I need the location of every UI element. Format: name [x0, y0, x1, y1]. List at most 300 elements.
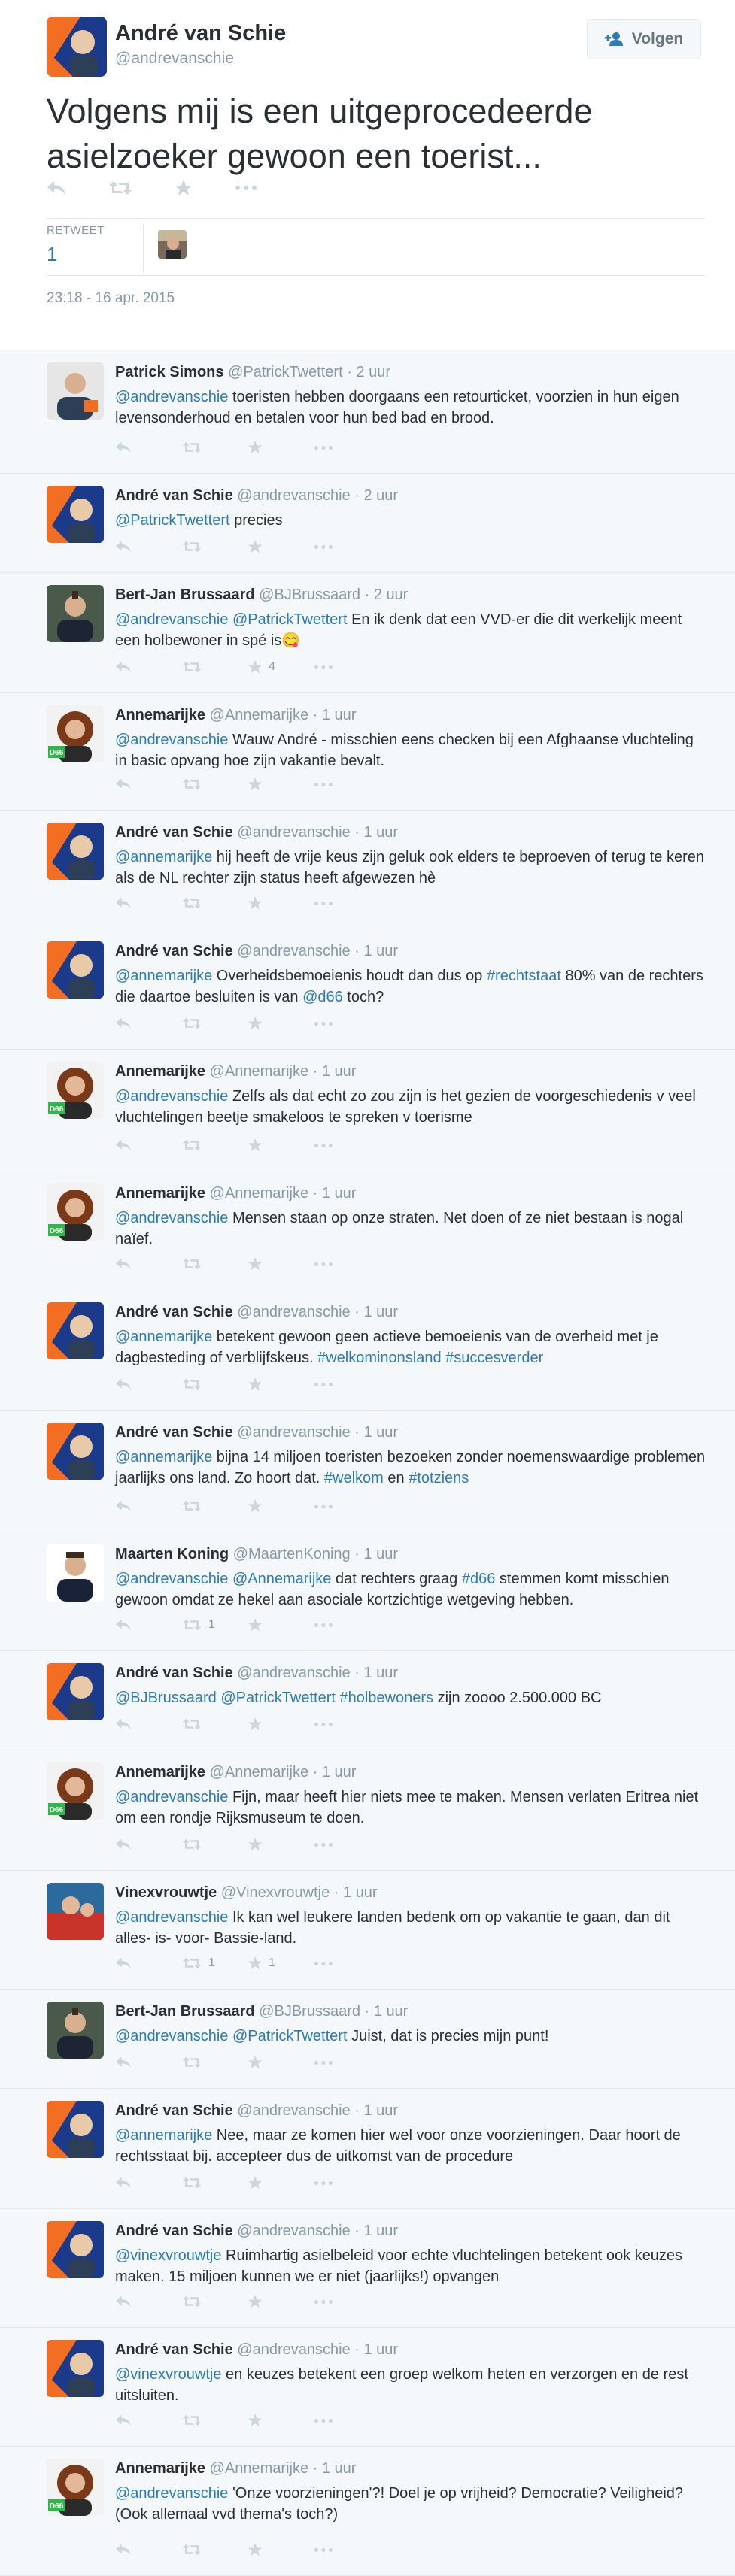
mention-link[interactable]: @Annemarijke: [232, 1571, 332, 1587]
retweet-button[interactable]: [181, 656, 248, 678]
reply-text: [115, 386, 709, 429]
reply-text-segment: Zelfs als dat echt zo zou zijn is het gezien de voorgeschiedenis v veel vluchtelingen beetje smakeloos te spreken v toerisme: [115, 1088, 696, 1126]
mention-link[interactable]: @vinexvrouwtje: [115, 2247, 222, 2264]
reply-button[interactable]: [115, 2538, 181, 2561]
reply-text: [115, 1208, 709, 1250]
favorite-button[interactable]: [248, 1253, 314, 1275]
reply-button[interactable]: [115, 656, 181, 678]
reply-tweet[interactable]: [0, 693, 735, 811]
reply-time[interactable]: · 1 uur: [350, 1546, 398, 1562]
reply-author-name[interactable]: Annemarijke: [115, 2460, 206, 2477]
reply-tweet[interactable]: [0, 1651, 735, 1750]
reply-time[interactable]: · 1 uur: [350, 2102, 399, 2119]
mention-link[interactable]: #welkom: [323, 1470, 384, 1487]
favorite-button[interactable]: [248, 1713, 314, 1735]
reply-text-segment: dat rechters graag: [331, 1571, 462, 1587]
retweet-count: 1: [47, 243, 58, 265]
reply-header: [115, 1185, 356, 1202]
reply-text-segment: betekent gewoon geen actieve bemoeienis van de overheid met je dagbesteding of verblijfskeus.: [115, 1329, 658, 1366]
favorite-button[interactable]: [248, 1833, 314, 1856]
reply-actions: [115, 2409, 380, 2432]
reply-text-segment: en: [383, 1470, 409, 1487]
avatar-andre[interactable]: [47, 1302, 104, 1359]
reply-header: [115, 2341, 398, 2359]
retweet-button[interactable]: [181, 436, 248, 459]
reply-text: [115, 2125, 709, 2167]
reply-author-name[interactable]: Annemarijke: [115, 1764, 206, 1780]
retweet-button[interactable]: [181, 2290, 248, 2313]
reply-button[interactable]: [115, 2051, 181, 2074]
author-handle[interactable]: @andrevanschie: [115, 50, 234, 67]
retweet-button[interactable]: [181, 1253, 248, 1275]
reply-time[interactable]: · 1 uur: [308, 1185, 357, 1202]
retweet-button[interactable]: [181, 535, 248, 558]
reply-tweet[interactable]: [0, 811, 735, 929]
reply-button[interactable]: [115, 892, 181, 914]
reply-text-segment: stemmen komt misschien gewoon omdat ze hekel aan asociale kortzichtige wetgeving hebben.: [115, 1571, 670, 1608]
reply-author-handle[interactable]: @Vinexvrouwtje: [217, 1884, 330, 1901]
reply-tweet[interactable]: [0, 1532, 735, 1651]
reply-button[interactable]: [115, 436, 181, 459]
reply-actions: [115, 1713, 380, 1735]
reply-author-name[interactable]: André van Schie: [115, 824, 233, 841]
reply-text: [115, 1687, 709, 1708]
reply-actions: [115, 2538, 380, 2561]
reply-header: [115, 487, 398, 505]
reply-author-name[interactable]: André van Schie: [115, 1304, 233, 1320]
reply-author-name[interactable]: André van Schie: [115, 943, 233, 959]
reply-author-name[interactable]: André van Schie: [115, 2223, 233, 2239]
reply-tweet[interactable]: [0, 1411, 735, 1532]
mention-link[interactable]: #totziens: [409, 1470, 469, 1487]
retweet-button[interactable]: [181, 1373, 248, 1396]
retweet-button[interactable]: [181, 1833, 248, 1856]
more-button[interactable]: [314, 773, 380, 796]
mention-link[interactable]: @d66: [302, 989, 343, 1005]
mention-link[interactable]: #welkominonsland: [317, 1350, 442, 1366]
reply-tweet[interactable]: [0, 1290, 735, 1411]
more-button[interactable]: [314, 1495, 380, 1517]
more-button[interactable]: [314, 1833, 380, 1856]
avatar-andre[interactable]: [47, 486, 104, 543]
mention-link[interactable]: @BJBrussaard: [115, 1690, 217, 1706]
reply-actions: [115, 892, 380, 914]
reply-header: [115, 2460, 356, 2478]
reply-author-handle[interactable]: @MaartenKoning: [229, 1546, 351, 1562]
reply-header: [115, 2003, 408, 2020]
more-button[interactable]: [314, 2051, 380, 2074]
reply-text: [115, 1787, 709, 1829]
divider: [47, 218, 705, 219]
svg-text:D66: D66: [49, 1806, 64, 1814]
favorite-button[interactable]: [248, 2051, 314, 2074]
reply-author-name[interactable]: André van Schie: [115, 1665, 233, 1681]
reply-author-name[interactable]: Patrick Simons: [115, 364, 224, 380]
reply-author-handle[interactable]: @Annemarijke: [205, 707, 309, 723]
favorite-button[interactable]: [248, 1952, 314, 1974]
mention-link[interactable]: #succesverder: [445, 1350, 544, 1366]
retweet-button[interactable]: [181, 2171, 248, 2194]
avatar-annemarijke[interactable]: [47, 705, 104, 762]
favorite-button[interactable]: [248, 1373, 314, 1396]
favorite-button[interactable]: [248, 1134, 314, 1156]
avatar-andre[interactable]: [47, 1663, 104, 1720]
reply-time[interactable]: · 1 uur: [308, 1063, 357, 1080]
reply-text-segment: Wauw André - misschien eens checken bij een Afghaanse vluchteling in basic opvang hoe zijn vakantie bevalt.: [115, 732, 694, 769]
favorite-button[interactable]: [248, 2171, 314, 2194]
reply-text-segment: zijn zoooo 2.500.000 BC: [433, 1690, 602, 1706]
svg-text:D66: D66: [49, 749, 64, 757]
reply-actions: [115, 2171, 380, 2194]
reply-tweet[interactable]: [0, 573, 735, 693]
mention-link[interactable]: @andrevanschie: [115, 1571, 229, 1587]
avatar-andre[interactable]: [47, 2221, 104, 2278]
reply-text-segment: Ik kan wel leukere landen bedenk om op vakantie te gaan, dan dit alles- is- voor- Bassie-land.: [115, 1909, 670, 1947]
reply-button[interactable]: [115, 1373, 181, 1396]
avatar-annemarijke[interactable]: [47, 1183, 104, 1241]
more-button[interactable]: [314, 2171, 380, 2194]
reply-time[interactable]: · 1 uur: [330, 1884, 378, 1901]
reply-text-segment: Nee, maar ze komen hier wel voor onze voorzieningen. Daar hoort de rechtsstaat bij. accepteer dus de uitkomst van de procedure: [115, 2127, 681, 2165]
reply-text: [115, 1086, 709, 1128]
avatar-annemarijke[interactable]: [47, 1062, 104, 1119]
reply-author-name[interactable]: André van Schie: [115, 487, 233, 504]
reply-time[interactable]: · 1 uur: [308, 2460, 357, 2477]
reply-actions: [115, 1373, 380, 1396]
mention-link[interactable]: @andrevanschie: [115, 2485, 229, 2502]
more-button[interactable]: [314, 2290, 380, 2313]
reply-header: [115, 586, 408, 604]
reply-tweet[interactable]: [0, 1750, 735, 1871]
more-button[interactable]: [314, 892, 380, 914]
mention-link[interactable]: @annemarijke: [115, 1449, 213, 1465]
retweet-button[interactable]: [181, 2051, 248, 2074]
mention-link[interactable]: @andrevanschie: [115, 1909, 229, 1926]
reply-actions: [115, 1253, 380, 1275]
favorite-button[interactable]: [248, 2538, 314, 2561]
reply-author-handle[interactable]: @BJBrussaard: [254, 586, 360, 603]
more-button[interactable]: [314, 656, 380, 678]
reply-tweet[interactable]: [0, 1871, 735, 1990]
divider: [47, 275, 705, 276]
reply-button[interactable]: [115, 1134, 181, 1156]
reply-tweet[interactable]: [0, 1050, 735, 1171]
mention-link[interactable]: @andrevanschie: [115, 732, 229, 748]
more-button[interactable]: [314, 1012, 380, 1035]
reply-header: [115, 364, 390, 381]
reply-author-handle[interactable]: @PatrickTwettert: [223, 364, 343, 380]
avatar-andre[interactable]: [47, 941, 104, 999]
reply-actions: [115, 2051, 380, 2074]
reply-header: [115, 707, 356, 724]
reply-time[interactable]: · 2 uur: [350, 487, 399, 504]
reply-actions: [115, 656, 380, 678]
reply-actions: [115, 773, 380, 796]
avatar-andre[interactable]: [47, 2340, 104, 2397]
reply-time[interactable]: · 1 uur: [350, 2223, 399, 2239]
mention-link[interactable]: @vinexvrouwtje: [115, 2366, 222, 2383]
reply-actions: [115, 1012, 380, 1035]
reply-time[interactable]: · 1 uur: [308, 707, 357, 723]
mention-link[interactable]: @annemarijke: [115, 968, 213, 984]
reply-author-handle[interactable]: @andrevanschie: [232, 487, 351, 504]
more-button[interactable]: [314, 535, 380, 558]
more-button[interactable]: [314, 2538, 380, 2561]
reply-button[interactable]: [115, 1952, 181, 1974]
reply-text-segment: Fijn, maar heeft hier niets mee te maken. Mensen verlaten Eritrea niet om een rondje Rijksmuseum te doen.: [115, 1789, 699, 1826]
reply-time[interactable]: · 1 uur: [350, 1304, 399, 1320]
mention-link[interactable]: @andrevanschie: [115, 1088, 229, 1105]
favorite-button[interactable]: [248, 2409, 314, 2432]
reply-author-name[interactable]: André van Schie: [115, 1424, 233, 1441]
reply-time[interactable]: · 1 uur: [350, 824, 399, 841]
reply-button[interactable]: [115, 1713, 181, 1735]
reply-author-name[interactable]: André van Schie: [115, 2102, 233, 2119]
more-icon[interactable]: [235, 185, 257, 191]
more-button[interactable]: [314, 1614, 380, 1636]
reply-text: [115, 2026, 709, 2047]
reply-author-handle[interactable]: @andrevanschie: [232, 1304, 351, 1320]
mention-link[interactable]: #holbewoners: [339, 1690, 434, 1706]
avatar-maarten[interactable]: [47, 1544, 104, 1602]
reply-button[interactable]: [115, 535, 181, 558]
tweet-timestamp[interactable]: 23:18 - 16 apr. 2015: [47, 290, 175, 306]
reply-author-handle[interactable]: @andrevanschie: [232, 943, 351, 959]
reply-tweet[interactable]: [0, 2447, 735, 2576]
retweet-button[interactable]: [181, 1012, 248, 1035]
reply-time[interactable]: · 1 uur: [350, 943, 399, 959]
reply-text-segment: toch?: [342, 989, 384, 1005]
retweet-stats[interactable]: [47, 224, 144, 273]
reply-button[interactable]: [115, 2290, 181, 2313]
retweet-label: RETWEET: [47, 224, 105, 237]
retweet-button[interactable]: [181, 2538, 248, 2561]
svg-text:D66: D66: [49, 2502, 64, 2511]
reply-text: [115, 965, 709, 1008]
reply-header: [115, 1665, 398, 1682]
follow-button[interactable]: [587, 19, 701, 59]
favorite-button[interactable]: [248, 773, 314, 796]
reply-author-handle[interactable]: @Annemarijke: [205, 1185, 309, 1202]
retweet-count: 1: [208, 1956, 215, 1969]
reply-author-handle[interactable]: @Annemarijke: [205, 1063, 309, 1080]
reply-author-name[interactable]: Bert-Jan Brussaard: [115, 2003, 255, 2020]
mention-link[interactable]: #rechtstaat: [486, 968, 561, 984]
favorite-button[interactable]: [248, 656, 314, 678]
reply-time[interactable]: · 2 uur: [342, 364, 390, 380]
favorite-count: 1: [269, 1956, 275, 1969]
retweet-button[interactable]: [181, 892, 248, 914]
reply-icon[interactable]: [47, 180, 66, 196]
favorite-button[interactable]: [248, 436, 314, 459]
favorite-button[interactable]: [248, 892, 314, 914]
favorite-button[interactable]: [248, 1012, 314, 1035]
reply-author-handle[interactable]: @Annemarijke: [205, 2460, 309, 2477]
reply-button[interactable]: [115, 1495, 181, 1517]
retweet-button[interactable]: [181, 2409, 248, 2432]
reply-actions: [115, 1952, 380, 1974]
reply-text-segment: Juist, dat is precies mijn punt!: [347, 2028, 549, 2044]
reply-author-name[interactable]: Bert-Jan Brussaard: [115, 586, 255, 603]
reply-text: [115, 847, 709, 889]
svg-text:D66: D66: [49, 1227, 64, 1235]
reply-author-handle[interactable]: @andrevanschie: [232, 2223, 351, 2239]
reply-text: [115, 1568, 709, 1611]
reply-author-handle[interactable]: @andrevanschie: [232, 824, 351, 841]
reply-tweet[interactable]: [0, 350, 735, 474]
mention-link[interactable]: @PatrickTwettert: [115, 512, 230, 529]
reply-header: [115, 943, 398, 960]
reply-actions: [115, 436, 380, 459]
reply-button[interactable]: [115, 1833, 181, 1856]
reply-button[interactable]: [115, 1012, 181, 1035]
reply-author-handle[interactable]: @BJBrussaard: [254, 2003, 360, 2020]
avatar-annemarijke[interactable]: [47, 1762, 104, 1820]
retweet-button[interactable]: [181, 1614, 248, 1636]
reply-author-name[interactable]: Vinexvrouwtje: [115, 1884, 217, 1901]
reply-author-name[interactable]: Annemarijke: [115, 1063, 206, 1080]
reply-author-handle[interactable]: @andrevanschie: [232, 1665, 351, 1681]
reply-time[interactable]: · 1 uur: [350, 1665, 399, 1681]
mention-link[interactable]: @PatrickTwettert: [232, 611, 348, 628]
reply-author-handle[interactable]: @Annemarijke: [205, 1764, 309, 1780]
reply-actions: [115, 1833, 380, 1856]
more-button[interactable]: [314, 1952, 380, 1974]
avatar-bertjan[interactable]: [47, 2002, 104, 2059]
avatar-bertjan[interactable]: [47, 585, 104, 642]
reply-list: [0, 350, 735, 2576]
mention-link[interactable]: @andrevanschie: [115, 389, 229, 405]
reply-tweet[interactable]: [0, 929, 735, 1050]
reply-time[interactable]: · 2 uur: [360, 586, 409, 603]
reply-button[interactable]: [115, 2171, 181, 2194]
reply-author-name[interactable]: Maarten Koning: [115, 1546, 229, 1562]
add-user-icon: [605, 32, 624, 47]
reply-text-segment: En ik denk dat een VVD-er die dit werkelijk meent een holbewoner in spé is😋: [115, 611, 682, 649]
more-button[interactable]: [314, 1253, 380, 1275]
reply-time[interactable]: · 1 uur: [308, 1764, 357, 1780]
reply-text-segment: Overheidsbemoeienis houdt dan dus op: [212, 968, 487, 984]
reply-text: [115, 1326, 709, 1368]
favorite-star-icon[interactable]: [175, 179, 193, 197]
retweet-icon[interactable]: [108, 180, 132, 196]
retweet-button[interactable]: [181, 1952, 248, 1974]
reply-author-handle[interactable]: @andrevanschie: [232, 1424, 351, 1441]
retweet-button[interactable]: [181, 1713, 248, 1735]
reply-text: [115, 1907, 709, 1949]
retweeter-avatar[interactable]: [158, 230, 187, 259]
favorite-button[interactable]: [248, 1495, 314, 1517]
retweet-button[interactable]: [181, 773, 248, 796]
reply-header: [115, 2102, 398, 2120]
reply-button[interactable]: [115, 1614, 181, 1636]
reply-tweet[interactable]: [0, 1990, 735, 2089]
favorite-count: 4: [269, 660, 275, 673]
mention-link[interactable]: @PatrickTwettert: [232, 2028, 348, 2044]
favorite-button[interactable]: [248, 1614, 314, 1636]
reply-text: [115, 2364, 709, 2406]
reply-button[interactable]: [115, 1253, 181, 1275]
svg-text:D66: D66: [49, 1105, 64, 1114]
retweet-button[interactable]: [181, 1495, 248, 1517]
more-button[interactable]: [314, 436, 380, 459]
reply-header: [115, 1884, 378, 1902]
reply-text-segment: 80% van de rechters die daartoe besluiten is van: [115, 968, 703, 1005]
reply-header: [115, 2223, 398, 2240]
avatar-annemarijke[interactable]: [47, 2459, 104, 2516]
more-button[interactable]: [314, 1134, 380, 1156]
follow-label: Volgen: [631, 30, 684, 47]
reply-actions: [115, 1134, 380, 1156]
more-button[interactable]: [314, 1713, 380, 1735]
mention-link[interactable]: @annemarijke: [115, 1329, 213, 1345]
reply-text-segment: toeristen hebben doorgaans een retourticket, voorzien in hun eigen levensonderhoud en betalen voor hun bed bad en brood.: [115, 389, 679, 426]
reply-tweet[interactable]: [0, 2089, 735, 2209]
retweet-button[interactable]: [181, 1134, 248, 1156]
author-name[interactable]: André van Schie: [115, 21, 287, 45]
mention-link[interactable]: @andrevanschie: [115, 611, 229, 628]
author-avatar[interactable]: [47, 17, 107, 77]
retweet-count: 1: [208, 1618, 215, 1631]
reply-text: [115, 2245, 709, 2287]
mention-link[interactable]: @annemarijke: [115, 849, 213, 865]
reply-header: [115, 1764, 356, 1781]
reply-author-name[interactable]: Annemarijke: [115, 707, 206, 723]
more-button[interactable]: [314, 1373, 380, 1396]
main-tweet-actions: [47, 179, 257, 197]
mention-link[interactable]: @andrevanschie: [115, 1789, 229, 1805]
reply-author-handle[interactable]: @andrevanschie: [232, 2102, 351, 2119]
reply-button[interactable]: [115, 2409, 181, 2432]
avatar-andre[interactable]: [47, 2101, 104, 2158]
favorite-button[interactable]: [248, 535, 314, 558]
avatar-patrick[interactable]: [47, 362, 104, 420]
reply-text: [115, 510, 709, 531]
reply-text: [115, 729, 709, 771]
more-button[interactable]: [314, 2409, 380, 2432]
reply-header: [115, 1424, 398, 1441]
reply-text-segment: precies: [229, 512, 283, 529]
reply-text-segment: 'Onze voorzieningen'?! Doel je op vrijheid? Democratie? Veiligheid? (Ook allemaal vvd thema's toch?): [115, 2485, 684, 2523]
reply-tweet[interactable]: [0, 474, 735, 573]
mention-link[interactable]: #d66: [461, 1571, 496, 1587]
favorite-button[interactable]: [248, 2290, 314, 2313]
mention-link[interactable]: @andrevanschie: [115, 2028, 229, 2044]
avatar-andre[interactable]: [47, 823, 104, 880]
reply-author-handle[interactable]: @andrevanschie: [232, 2341, 351, 2358]
reply-text-segment: bijna 14 miljoen toeristen bezoeken zonder noemenswaardige problemen jaarlijks ons land. Zo hoort dat.: [115, 1449, 706, 1487]
avatar-vinex[interactable]: [47, 1883, 104, 1940]
reply-tweet[interactable]: [0, 2209, 735, 2328]
mention-link[interactable]: @andrevanschie: [115, 1210, 229, 1226]
reply-tweet[interactable]: [0, 2328, 735, 2447]
reply-tweet[interactable]: [0, 1171, 735, 1290]
avatar-andre[interactable]: [47, 1423, 104, 1480]
reply-button[interactable]: [115, 773, 181, 796]
mention-link[interactable]: @annemarijke: [115, 2127, 213, 2144]
reply-time[interactable]: · 1 uur: [350, 1424, 399, 1441]
reply-time[interactable]: · 1 uur: [360, 2003, 409, 2020]
reply-text: [115, 1447, 709, 1489]
reply-author-name[interactable]: André van Schie: [115, 2341, 233, 2358]
reply-author-name[interactable]: Annemarijke: [115, 1185, 206, 1202]
reply-text: [115, 2483, 709, 2525]
reply-actions: [115, 1614, 380, 1636]
mention-link[interactable]: @PatrickTwettert: [220, 1690, 336, 1706]
reply-header: [115, 1304, 398, 1321]
reply-header: [115, 1546, 398, 1563]
reply-time[interactable]: · 1 uur: [350, 2341, 399, 2358]
